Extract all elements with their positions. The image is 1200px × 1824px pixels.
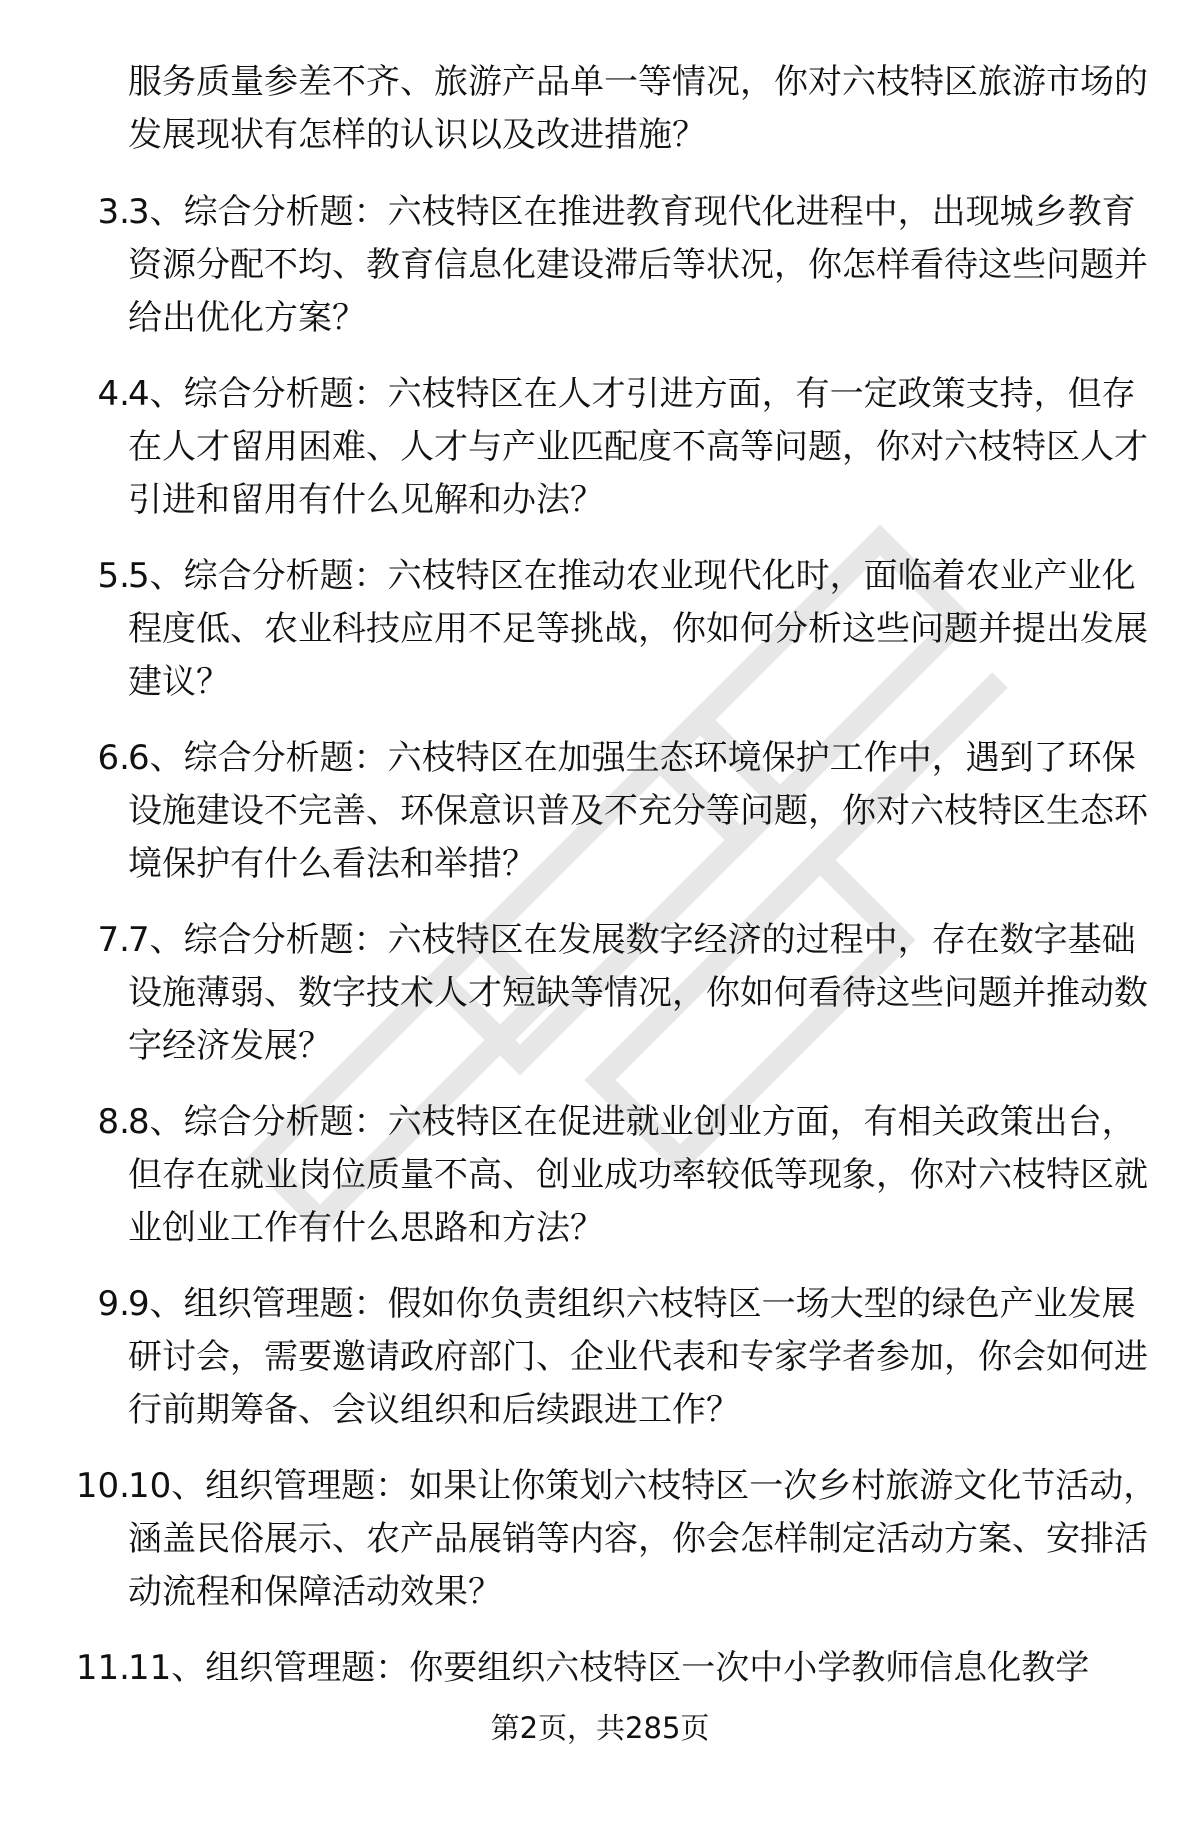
question-item: [0, 186, 1200, 368]
question-number: 5.: [97, 556, 130, 596]
question-text: 5、综合分析题：六枝特区在推动农业现代化时，面临着农业产业化程度低、农业科技应用不足等挑战，你如何分析这些问题并提出发展建议？: [128, 556, 1148, 702]
question-text: 3、综合分析题：六枝特区在推进教育现代化进程中，出现城乡教育资源分配不均、教育信息化建设滞后等状况，你怎样看待这些问题并给出优化方案？: [128, 192, 1148, 338]
question-item: [0, 914, 1200, 1096]
question-text: 11、组织管理题：你要组织六枝特区一次中小学教师信息化教学: [128, 1648, 1090, 1688]
question-text: 10、组织管理题：如果让你策划六枝特区一次乡村旅游文化节活动，涵盖民俗展示、农产品展销等内容，你会怎样制定活动方案、安排活动流程和保障活动效果？: [128, 1466, 1158, 1612]
question-item: [0, 1096, 1200, 1278]
question-number: 6.: [97, 738, 130, 778]
question-text: 4、综合分析题：六枝特区在人才引进方面，有一定政策支持，但存在人才留用困难、人才与产业匹配度不高等问题，你对六枝特区人才引进和留用有什么见解和办法？: [128, 374, 1148, 520]
question-item: [0, 368, 1200, 550]
question-number: 3.: [97, 192, 130, 232]
continued-question-text: 服务质量参差不齐、旅游产品单一等情况，你对六枝特区旅游市场的发展现状有怎样的认识以及改进措施？: [128, 62, 1148, 155]
question-item: [0, 1460, 1200, 1642]
question-text: 9、组织管理题：假如你负责组织六枝特区一场大型的绿色产业发展研讨会，需要邀请政府部门、企业代表和专家学者参加，你会如何进行前期筹备、会议组织和后续跟进工作？: [128, 1284, 1148, 1430]
question-text: 7、综合分析题：六枝特区在发展数字经济的过程中，存在数字基础设施薄弱、数字技术人才短缺等情况，你如何看待这些问题并推动数字经济发展？: [128, 920, 1148, 1066]
question-number: 9.: [97, 1284, 130, 1324]
question-text: 6、综合分析题：六枝特区在加强生态环境保护工作中，遇到了环保设施建设不完善、环保意识普及不充分等问题，你对六枝特区生态环境保护有什么看法和举措？: [128, 738, 1148, 884]
question-number: 11.: [75, 1648, 130, 1688]
question-text: 8、综合分析题：六枝特区在促进就业创业方面，有相关政策出台，但存在就业岗位质量不高、创业成功率较低等现象，你对六枝特区就业创业工作有什么思路和方法？: [128, 1102, 1148, 1248]
question-item: [0, 1278, 1200, 1460]
question-item: [0, 732, 1200, 914]
question-number: 10.: [75, 1466, 130, 1506]
page-footer: 第2页，共285页: [490, 1711, 710, 1745]
question-number: 8.: [97, 1102, 130, 1142]
question-item: [0, 550, 1200, 732]
question-number: 4.: [97, 374, 130, 414]
question-number: 7.: [97, 920, 130, 960]
question-list: [0, 186, 1200, 1824]
